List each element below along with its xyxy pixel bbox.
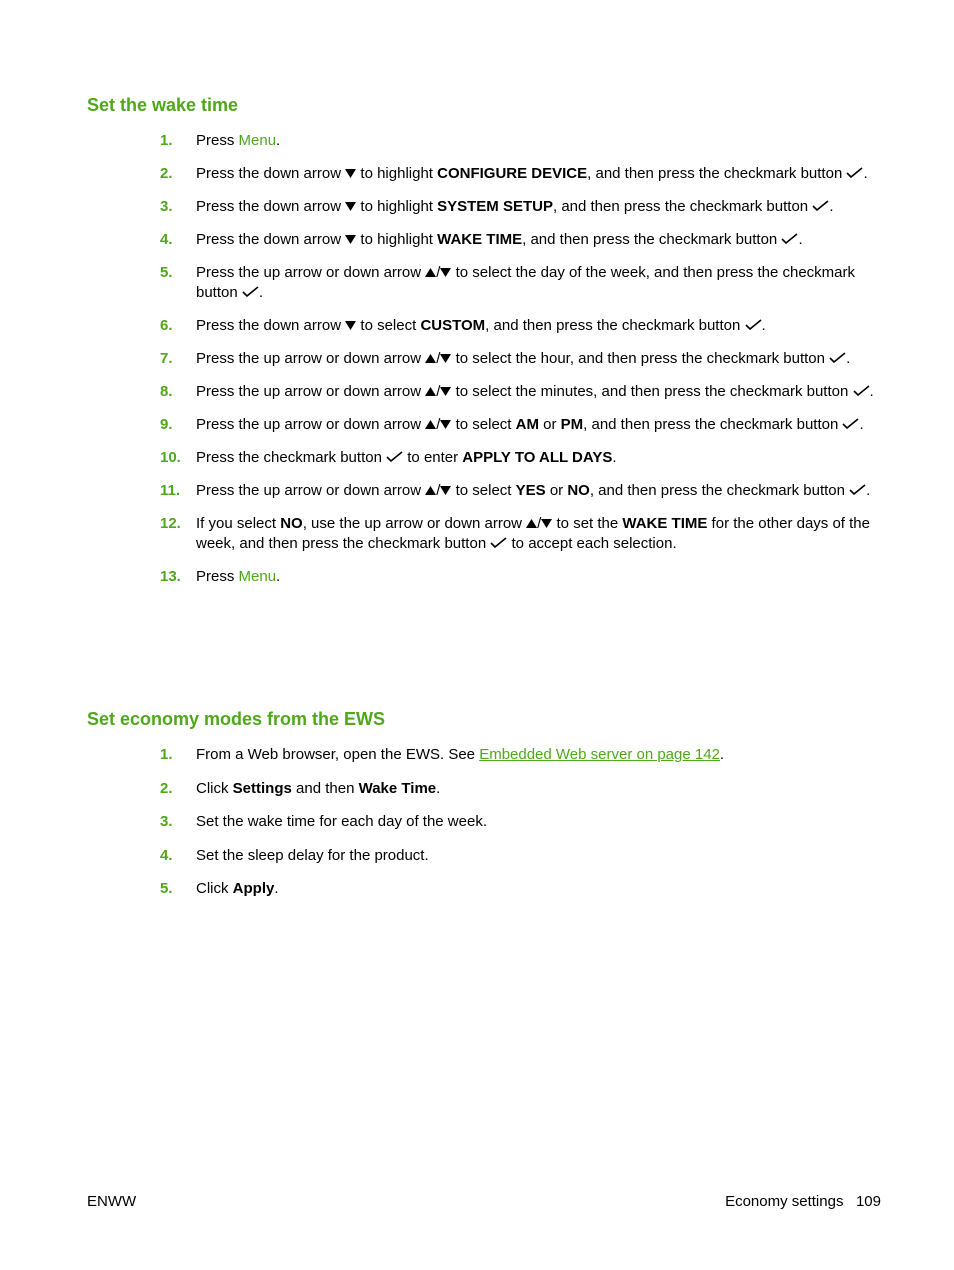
step-text: to highlight <box>356 198 438 215</box>
step-text: . <box>846 350 851 367</box>
step-number: 4. <box>160 846 173 864</box>
down-arrow-icon <box>440 267 451 277</box>
step-keyword: Settings <box>232 779 292 797</box>
step-text: , and then press the checkmark button <box>587 165 847 182</box>
step-number: 5. <box>160 264 173 281</box>
step-text: Press the up arrow or down arrow <box>196 416 426 433</box>
up-arrow-icon <box>425 267 436 277</box>
step-text: Press the up arrow or down arrow <box>196 264 426 281</box>
down-arrow-icon <box>345 234 356 244</box>
step-text: to set the <box>552 515 623 532</box>
list-item <box>0 514 882 554</box>
step-text: . <box>276 568 281 585</box>
step-text: to select the day of the week, and then press the checkmark button <box>196 264 855 301</box>
checkmark-icon <box>781 233 798 244</box>
step-number: 2. <box>160 779 173 797</box>
step-number: 1. <box>160 132 173 149</box>
step-text: . <box>761 317 766 334</box>
step-text: Press the down arrow <box>196 198 346 215</box>
step-number: 8. <box>160 383 173 400</box>
list-item <box>0 567 882 587</box>
step-number: 2. <box>160 165 173 182</box>
step-text: If you select <box>196 515 281 532</box>
step-number: 5. <box>160 880 173 897</box>
list-item <box>0 349 882 369</box>
step-keyword: Apply <box>232 880 275 897</box>
step-number: 6. <box>160 317 173 334</box>
list-item <box>0 164 882 184</box>
step-text: / <box>537 515 542 532</box>
section-heading-wake-time: Set the wake time <box>87 95 239 115</box>
step-text: Press <box>196 132 239 149</box>
step-text: / <box>436 350 441 367</box>
step-text: or <box>538 416 561 433</box>
checkmark-icon <box>490 537 507 548</box>
step-text: / <box>436 482 441 499</box>
checkmark-icon <box>829 352 846 363</box>
list-item <box>0 230 882 250</box>
list-item <box>0 779 882 799</box>
step-text: , and then press the checkmark button <box>522 231 782 248</box>
step-number: 10. <box>160 449 181 466</box>
step-keyword: WAKE TIME <box>437 231 523 248</box>
up-arrow-icon <box>526 518 537 528</box>
checkmark-icon <box>853 385 870 396</box>
checkmark-icon <box>842 418 859 429</box>
step-text: to select <box>451 416 516 433</box>
wake-time-steps <box>0 131 954 600</box>
step-text: Click <box>196 880 233 897</box>
checkmark-icon <box>846 167 863 178</box>
step-number: 7. <box>160 350 173 367</box>
step-text: , and then press the checkmark button <box>589 482 850 499</box>
step-keyword: NO <box>567 482 590 499</box>
step-text: to select <box>451 482 516 499</box>
step-keyword: PM <box>560 416 584 433</box>
step-text: . <box>859 416 864 433</box>
step-number: 3. <box>160 813 173 830</box>
step-keyword: SYSTEM SETUP <box>437 198 553 215</box>
step-text: . <box>829 198 834 215</box>
step-text: Set the sleep delay for the product. <box>196 846 429 864</box>
list-item <box>0 745 882 765</box>
step-text: Set the wake time for each day of the week. <box>196 813 487 830</box>
list-item <box>0 448 882 468</box>
step-text: to select the minutes, and then press the checkmark button <box>451 383 853 400</box>
up-arrow-icon <box>425 485 436 495</box>
step-text: Press the up arrow or down arrow <box>196 482 426 499</box>
step-text: / <box>436 416 441 433</box>
list-item <box>0 481 882 501</box>
menu-button-label: Menu <box>238 568 277 585</box>
step-text: , and then press the checkmark button <box>485 317 745 334</box>
list-item <box>0 263 882 303</box>
step-text: to enter <box>403 449 463 466</box>
step-text: / <box>436 383 441 400</box>
checkmark-icon <box>849 484 866 495</box>
step-text: to accept each selection. <box>507 535 677 552</box>
list-item <box>0 382 882 402</box>
step-text: From a Web browser, open the EWS. See <box>196 746 480 763</box>
step-keyword: CUSTOM <box>420 317 486 334</box>
step-text: Press the checkmark button <box>196 449 387 466</box>
up-arrow-icon <box>425 353 436 363</box>
step-text: . <box>274 880 279 897</box>
step-keyword: Wake Time <box>358 779 437 797</box>
step-text: or <box>545 482 568 499</box>
step-number: 1. <box>160 746 173 763</box>
down-arrow-icon <box>345 168 356 178</box>
list-item <box>0 812 882 832</box>
step-text: to select the hour, and then press the checkmark button <box>451 350 830 367</box>
economy-mode-steps <box>0 745 954 913</box>
step-text: to highlight <box>356 165 438 182</box>
step-keyword: NO <box>280 515 303 532</box>
checkmark-icon <box>812 200 829 211</box>
step-text: , and then press the checkmark button <box>552 198 813 215</box>
step-text: , use the up arrow or down arrow <box>302 515 527 532</box>
list-item <box>0 197 882 217</box>
step-text: . <box>436 779 441 797</box>
step-text: . <box>719 746 725 763</box>
up-arrow-icon <box>425 386 436 396</box>
step-number: 13. <box>160 568 181 585</box>
checkmark-icon <box>386 451 403 462</box>
down-arrow-icon <box>345 201 356 211</box>
step-number: 9. <box>160 416 173 433</box>
down-arrow-icon <box>345 320 356 330</box>
section-heading-economy-modes: Set economy modes from the EWS <box>87 709 386 729</box>
step-text: . <box>863 165 868 182</box>
step-text: . <box>258 284 264 301</box>
step-text: and then <box>291 779 359 797</box>
step-text: Press the down arrow <box>196 165 346 182</box>
step-text: . <box>866 482 871 499</box>
checkmark-icon <box>242 286 259 297</box>
down-arrow-icon <box>440 353 451 363</box>
step-text: to select <box>356 317 421 334</box>
embedded-web-server-link[interactable]: Embedded Web server on page 142 <box>479 746 720 763</box>
step-text: to highlight <box>356 231 438 248</box>
step-keyword: WAKE TIME <box>622 515 708 532</box>
step-text: Press the down arrow <box>196 317 346 334</box>
step-text: for the other days of the week, and then press the checkmark button <box>196 515 870 552</box>
step-text: . <box>869 383 874 400</box>
step-number: 12. <box>160 515 181 532</box>
down-arrow-icon <box>440 386 451 396</box>
list-item <box>0 316 882 336</box>
step-number: 11. <box>160 482 181 499</box>
step-text: Press the down arrow <box>196 231 346 248</box>
down-arrow-icon <box>440 419 451 429</box>
step-text: Press the up arrow or down arrow <box>196 383 426 400</box>
step-text: Press the up arrow or down arrow <box>196 350 426 367</box>
list-item <box>0 131 882 151</box>
up-arrow-icon <box>425 419 436 429</box>
list-item <box>0 846 882 866</box>
menu-button-label: Menu <box>238 132 277 149</box>
step-keyword: AM <box>515 416 539 433</box>
step-text: , and then press the checkmark button <box>583 416 843 433</box>
footer-left: ENWW <box>87 1193 137 1210</box>
footer-right <box>725 1193 881 1210</box>
page-number: 109 <box>855 1193 881 1210</box>
down-arrow-icon <box>440 485 451 495</box>
step-number: 3. <box>160 198 173 215</box>
step-keyword: APPLY TO ALL DAYS <box>462 449 613 466</box>
list-item <box>0 879 882 899</box>
step-text: Press <box>196 568 239 585</box>
step-number: 4. <box>160 231 173 248</box>
step-text: . <box>798 231 803 248</box>
step-text: Click <box>196 779 233 797</box>
step-keyword: YES <box>515 482 546 499</box>
footer-section-title: Economy settings <box>725 1193 844 1210</box>
step-text: . <box>612 449 617 466</box>
step-keyword: CONFIGURE DEVICE <box>437 165 588 182</box>
step-text: . <box>276 132 281 149</box>
checkmark-icon <box>745 319 762 330</box>
list-item <box>0 415 882 435</box>
down-arrow-icon <box>541 518 552 528</box>
step-text: / <box>436 264 441 281</box>
